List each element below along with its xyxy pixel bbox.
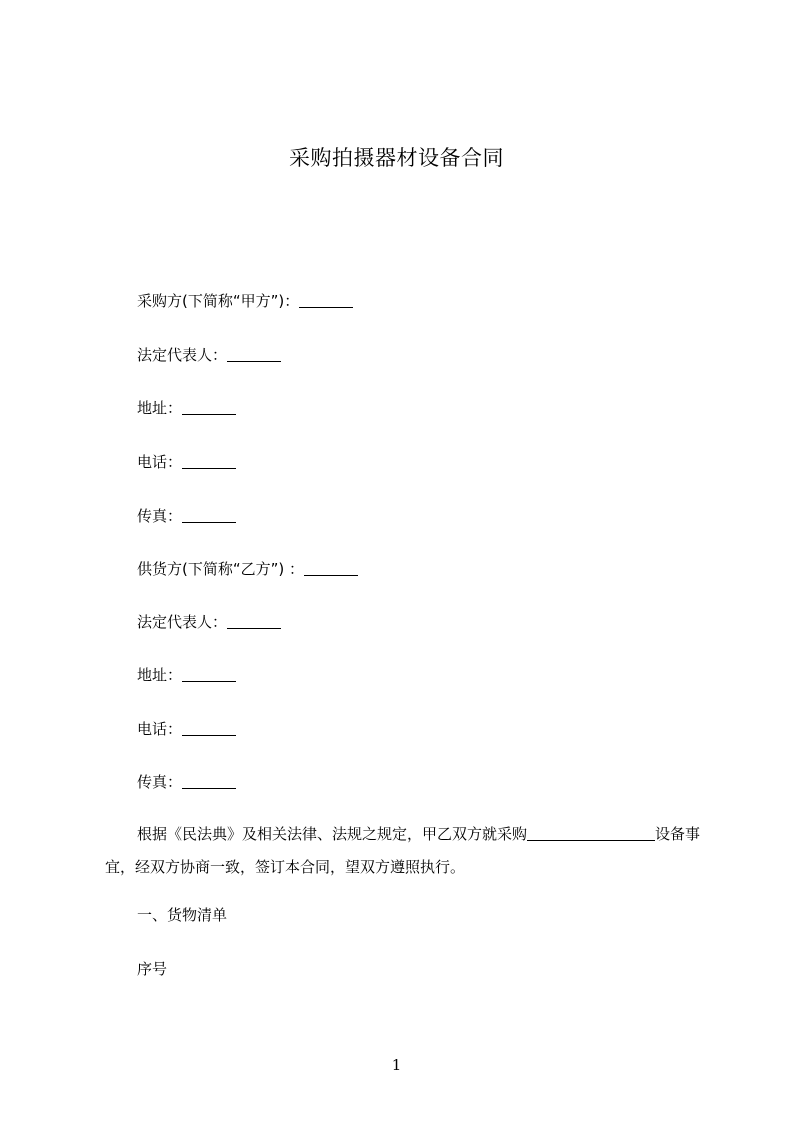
party-b-address-label: 地址： bbox=[137, 666, 183, 684]
intro-paragraph bbox=[105, 818, 710, 884]
party-a-blank bbox=[299, 293, 353, 308]
party-a-legal-rep-blank bbox=[227, 347, 281, 362]
section-1-heading: 一、货物清单 bbox=[137, 906, 228, 924]
party-a-address-line bbox=[137, 398, 236, 418]
intro-text-after: 设备事宜，经双方协商一致，签订本合同，望双方遵照执行。 bbox=[105, 825, 701, 876]
party-b-address-line bbox=[137, 665, 236, 685]
party-a-legal-rep-line bbox=[137, 345, 281, 365]
party-b-fax-blank bbox=[182, 774, 236, 789]
party-b-fax-line bbox=[137, 772, 236, 792]
party-a-address-blank bbox=[182, 400, 236, 415]
party-b-address-blank bbox=[182, 667, 236, 682]
party-a-fax-line bbox=[137, 506, 236, 526]
party-b-blank bbox=[304, 561, 358, 576]
party-b-legal-rep-blank bbox=[227, 614, 281, 629]
party-a-fax-blank bbox=[182, 508, 236, 523]
party-b-phone-line bbox=[137, 719, 236, 739]
party-b-label: 供货方(下简称“乙方”) ： bbox=[137, 560, 305, 578]
party-a-fax-label: 传真： bbox=[137, 507, 183, 525]
party-b-phone-blank bbox=[182, 721, 236, 736]
party-a-phone-label: 电话： bbox=[137, 453, 183, 471]
party-b-phone-label: 电话： bbox=[137, 720, 183, 738]
party-b-line bbox=[137, 559, 358, 579]
party-a-legal-rep-label: 法定代表人： bbox=[137, 346, 228, 364]
party-a-phone-line bbox=[137, 452, 236, 472]
party-b-fax-label: 传真： bbox=[137, 773, 183, 791]
party-b-legal-rep-label: 法定代表人： bbox=[137, 613, 228, 631]
page-number: 1 bbox=[391, 1056, 402, 1074]
party-b-legal-rep-line bbox=[137, 612, 281, 632]
intro-blank bbox=[527, 826, 655, 841]
party-a-address-label: 地址： bbox=[137, 399, 183, 417]
goods-column-label: 序号 bbox=[137, 960, 168, 978]
intro-text-before: 根据《民法典》及相关法律、法规之规定，甲乙双方就采购 bbox=[137, 825, 528, 843]
document-title: 采购拍摄器材设备合同 bbox=[289, 146, 504, 170]
party-a-phone-blank bbox=[182, 454, 236, 469]
party-a-label: 采购方(下简称“甲方”)： bbox=[137, 292, 300, 310]
party-a-line bbox=[137, 291, 353, 311]
